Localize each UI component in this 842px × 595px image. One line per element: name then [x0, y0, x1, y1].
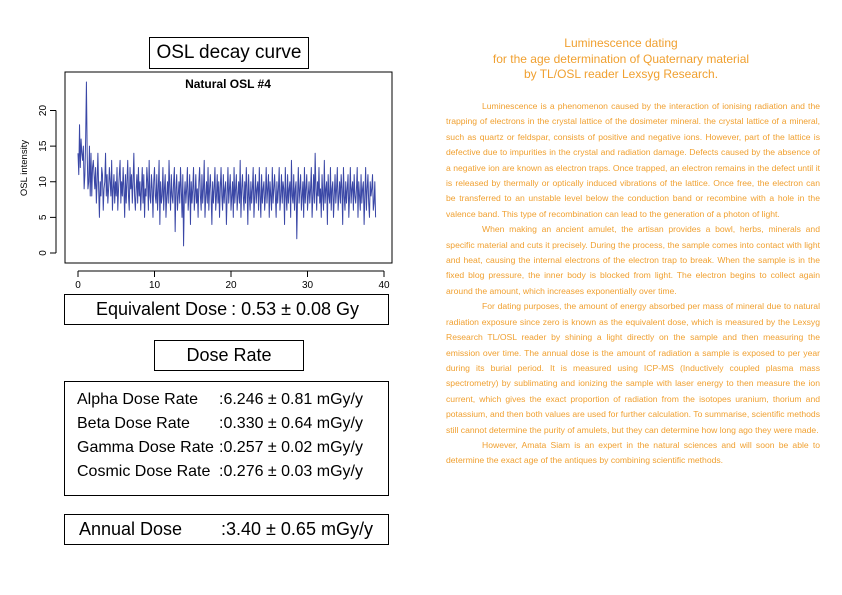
article-title-line: by TL/OSL reader Lexsyg Research.	[523, 67, 719, 81]
series-line	[78, 82, 376, 246]
equivalent-dose-label: Equivalent Dose	[96, 299, 228, 319]
dose-rate-row	[77, 463, 363, 481]
y-axis	[38, 105, 56, 256]
annual-dose-box	[64, 514, 389, 545]
annual-dose-value: :3.40 ± 0.65 mGy/y	[221, 519, 373, 539]
osl-decay-header-text: OSL decay curve	[156, 42, 302, 63]
article-body	[446, 99, 820, 469]
y-axis-label: OSL intensity	[19, 139, 30, 197]
dose-rate-label: Cosmic Dose Rate	[77, 463, 211, 480]
dose-rate-label: Gamma Dose Rate	[77, 439, 214, 456]
y-tick-label: 5	[38, 214, 49, 221]
dose-rate-value: :0.257 ± 0.02 mGy/y	[219, 439, 363, 456]
x-tick-label: 20	[225, 280, 237, 291]
article-paragraph: Luminescence is a phenomenon caused by the interaction of ionising radiation and the trapping of electrons in the crystal lattice of the dosimeter mineral. the crystal lattice of a mineral, such as quartz or feldspar, consists of positive and negative ions. However, part of the lattice is defective due to impurities in the crystal and radiation damage. Defects caused by the absence of a negative ion are known as electron traps. Once trapped, an electron remains in the defect until it is released by thermally or optically induced vibrations of the lattice. Once free, the electron can be transferred to an unstable level below the conduction band or recombine with a hole in the valence band. This type of recombination can lead to the generation of a photon of light.	[446, 101, 820, 219]
x-tick-label: 0	[75, 280, 81, 291]
article-title	[440, 36, 802, 83]
article-paragraph: When making an ancient amulet, the artisan provides a bowl, herbs, minerals and specific material and cuts it precisely. During the process, the sample comes into contact with light and heat, causing the internal electrons of the electron trap to break. When the sample is in the fixed blog pressure, the inner body is blocked from light. The electron begins to collect again around the amount, which increases exponentially over time.	[446, 224, 820, 296]
y-tick-label: 15	[38, 140, 49, 152]
x-tick-label: 10	[148, 280, 161, 291]
osl-decay-header	[149, 37, 309, 69]
dose-rate-header-text: Dose Rate	[186, 345, 272, 365]
x-tick-label: 40	[378, 280, 390, 291]
dose-rate-header	[154, 340, 304, 371]
equivalent-dose-value: : 0.53 ± 0.08 Gy	[231, 299, 360, 319]
plot-frame	[65, 72, 392, 263]
dose-rate-row	[77, 391, 363, 409]
dose-rate-value: :0.276 ± 0.03 mGy/y	[219, 463, 363, 480]
article-title-line: for the age determination of Quaternary material	[492, 51, 750, 66]
osl-decay-chart	[10, 70, 400, 292]
dose-rate-table	[64, 381, 389, 496]
x-axis	[75, 271, 390, 291]
article-paragraph: However, Amata Siam is an expert in the natural sciences and will soon be able to determine the exact age of the antiques by combining scientific methods.	[446, 439, 820, 466]
dose-rate-label: Beta Dose Rate	[77, 415, 190, 432]
y-tick-label: 20	[38, 104, 49, 117]
article-title-line: Luminescence dating	[564, 36, 678, 50]
x-tick-label: 30	[301, 280, 314, 291]
y-tick-label: 10	[38, 176, 49, 188]
dose-rate-row	[77, 439, 363, 457]
dose-rate-label: Alpha Dose Rate	[77, 391, 198, 408]
chart-title: Natural OSL #4	[185, 77, 271, 91]
dose-rate-value: :0.330 ± 0.64 mGy/y	[219, 415, 363, 432]
dose-rate-value: :6.246 ± 0.81 mGy/y	[219, 391, 363, 408]
dose-rate-row	[77, 415, 363, 433]
y-tick-label: 0	[38, 250, 49, 256]
article-paragraph: For dating purposes, the amount of energy absorbed per mass of mineral due to natural radiation exposure since zero is known as the equivalent dose, which is measured by the Lexsyg Research TL/OSL reader by shining a light directly on the sample and then measuring the emission over time. The annual dose is the amount of radiation a sample is exposed to per year during its burial period. It is measured using ICP-MS (Inductively coupled plasma mass spectrometry) by sublimating and ionizing the sample with laser energy to then measure the ion current, which gives the exact proportion of radiation from the isotopes uranium, thorium and potassium, and then both values are used for further calculation. To summarise, scientific methods still cannot determine the purity of amulets, but they can determine how long ago they were made.	[446, 301, 820, 435]
annual-dose-label: Annual Dose	[79, 519, 183, 539]
equivalent-dose-box	[64, 294, 389, 325]
